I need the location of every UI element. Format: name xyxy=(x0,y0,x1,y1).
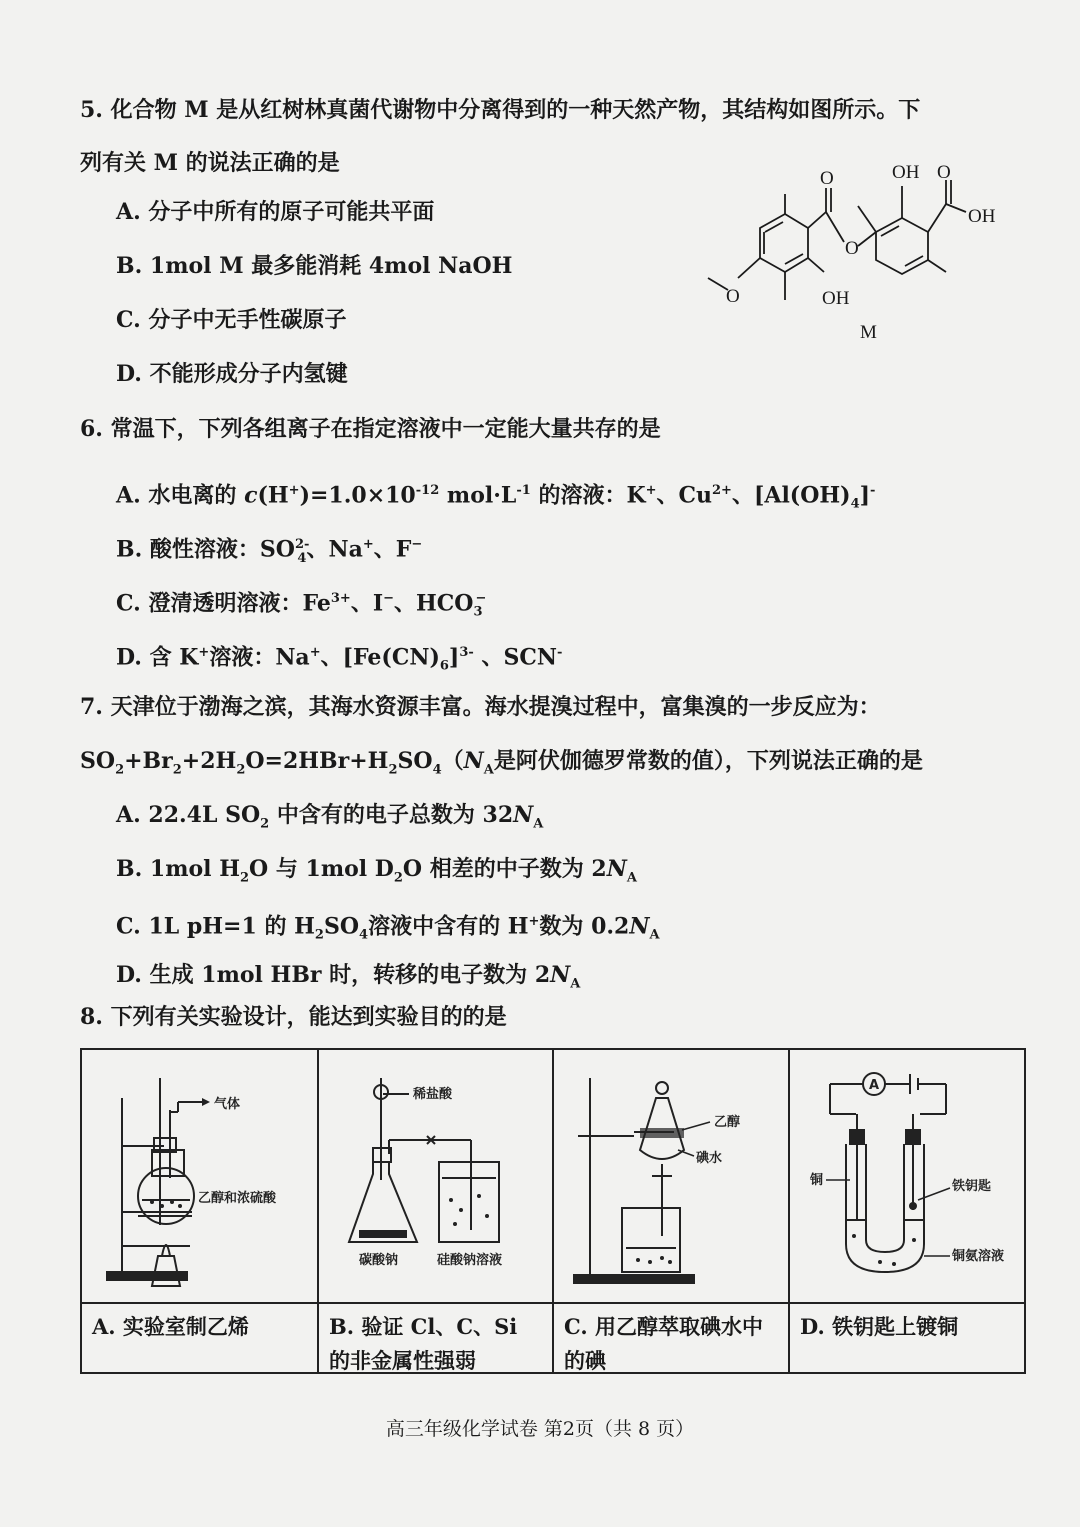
struct-name: M xyxy=(860,322,877,343)
compound-m-structure xyxy=(690,150,1020,350)
q7-option-a: A. 22.4L $SO_2$ 中含有的电子总数为 $32N_A$ xyxy=(116,802,544,832)
struct-oh-bottom: OH xyxy=(822,288,850,309)
label-b-right: 硅酸钠溶液 xyxy=(437,1253,503,1268)
q7-equation-line: $SO_2+Br_2+2H_2O=2HBr+H_2SO_4(N_A$是阿伏伽德罗常数的值），下列说法正确的是 xyxy=(80,748,923,778)
apparatus-c xyxy=(554,1050,790,1304)
struct-o-carbonyl: O xyxy=(820,168,834,189)
q5-option-b: B. 1mol M 最多能消耗 4mol NaOH xyxy=(116,253,513,279)
label-c-water: 碘水 xyxy=(696,1151,723,1166)
label-a-gas: 气体 xyxy=(214,1097,241,1112)
page-footer: 高三年级化学试卷 第2页（共 8 页） xyxy=(385,1418,695,1440)
caption-d: D. 铁钥匙上镀铜 xyxy=(800,1314,959,1339)
q5-stem-line2: 列有关 M 的说法正确的是 xyxy=(80,150,340,176)
caption-b: B. 验证 Cl、C、Si 的非金属性强弱 xyxy=(319,1304,554,1372)
q7-option-d: D. 生成 1mol HBr 时，转移的电子数为 $2N_A$ xyxy=(116,962,581,992)
struct-o-methoxy: O xyxy=(726,286,740,307)
label-b-acid: 稀盐酸 xyxy=(413,1087,453,1102)
q5-option-a: A. 分子中所有的原子可能共平面 xyxy=(116,199,435,225)
q6-stem: 6. 常温下，下列各组离子在指定溶液中一定能大量共存的是 xyxy=(80,416,661,442)
q5-option-c: C. 分子中无手性碳原子 xyxy=(116,307,347,333)
q7-stem-line1: 7. 天津位于渤海之滨，其海水资源丰富。海水提溴过程中，富集溴的一步反应为： xyxy=(80,694,881,720)
caption-c: C. 用乙醇萃取碘水中的碘 xyxy=(554,1304,790,1372)
q5-option-d: D. 不能形成分子内氢键 xyxy=(116,361,348,387)
label-d-solution: 铜氨溶液 xyxy=(952,1249,1005,1264)
q6-option-d: D. 含 K+溶液：Na+、$[Fe(CN)_6]^{3-}$ 、SCN- xyxy=(116,644,563,674)
struct-o-top: O xyxy=(937,162,951,183)
struct-o-ester: O xyxy=(845,238,859,259)
q6-option-a: A. 水电离的 $c(H^+)=1.0\times 10^{-12}$ $mol\cdot L^{-1}$ 的溶液：K+、$Cu^{2+}$、$[Al(OH)_4]^-$ xyxy=(116,482,876,512)
apparatus-a xyxy=(82,1050,319,1304)
apparatus-b xyxy=(319,1050,554,1304)
q7-option-b: B. 1mol $H_2O$ 与 1mol $D_2O$ 相差的中子数为 $2N_A$ xyxy=(116,856,637,886)
q6-option-c: C. 澄清透明溶液：$Fe^{3+}$、I−、$HCO_3^-$ xyxy=(116,590,487,620)
caption-a: A. 实验室制乙烯 xyxy=(82,1304,319,1372)
struct-oh-top: OH xyxy=(892,162,920,183)
label-a-liquid: 乙醇和浓硫酸 xyxy=(198,1191,277,1206)
q8-stem: 8. 下列有关实验设计，能达到实验目的的是 xyxy=(80,1004,507,1030)
q7-option-c: C. 1L pH=1 的 $H_2SO_4$溶液中含有的 H+数为 $0.2N_A$ xyxy=(116,913,660,943)
label-b-left: 碳酸钠 xyxy=(359,1253,399,1268)
q6-option-b: B. 酸性溶液：$SO^{2-}_4$、Na+、F− xyxy=(116,536,423,566)
experiment-table xyxy=(80,1048,1026,1374)
label-c-ethanol: 乙醇 xyxy=(714,1115,741,1130)
label-d-key: 铁钥匙 xyxy=(952,1179,992,1194)
struct-oh-right: OH xyxy=(968,206,996,227)
label-d-ammeter: A xyxy=(869,1078,880,1093)
label-d-copper: 铜 xyxy=(810,1173,824,1188)
apparatus-d xyxy=(790,1050,1024,1304)
q5-stem-line1: 5. 化合物 M 是从红树林真菌代谢物中分离得到的一种天然产物，其结构如图所示。下 xyxy=(80,97,921,123)
